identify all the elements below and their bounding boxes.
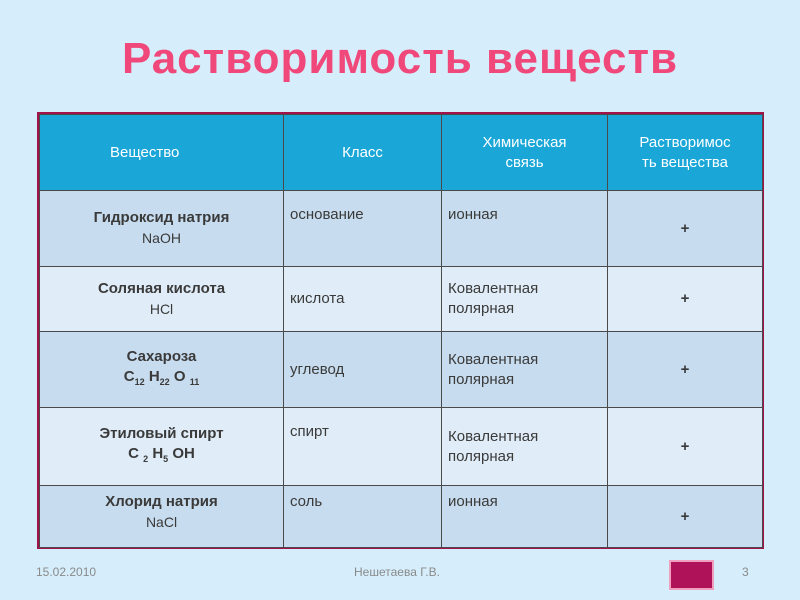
class-cell: спирт	[284, 408, 442, 486]
substance-formula: NaCl	[145, 514, 178, 530]
table-row	[40, 267, 763, 332]
bond-cell: Ковалентная полярная	[442, 408, 608, 486]
substance-formula: HCl	[149, 300, 174, 317]
substance-name: Соляная кислота	[97, 279, 226, 297]
substance-cell	[40, 191, 284, 267]
header-solubility: Растворимос ть вещества	[608, 115, 763, 191]
table-row	[40, 486, 763, 548]
page-number: 3	[742, 565, 749, 579]
header-bond: Химическая связь	[442, 115, 608, 191]
header-class: Класс	[284, 115, 442, 191]
table-row	[40, 408, 763, 486]
solubility-cell: +	[608, 267, 763, 332]
class-cell: основание	[284, 191, 442, 267]
solubility-cell: +	[608, 332, 763, 408]
bond-cell: Ковалентная полярная	[442, 332, 608, 408]
substance-name: Этиловый спирт	[99, 425, 224, 442]
substance-name: Гидроксид натрия	[93, 209, 230, 226]
slide-title: Растворимость веществ	[121, 34, 679, 83]
solubility-cell: +	[608, 191, 763, 267]
substance-name: Сахароза	[126, 348, 197, 365]
solubility-cell: +	[608, 486, 763, 548]
class-cell: углевод	[284, 332, 442, 408]
class-cell: соль	[284, 486, 442, 548]
substance-cell	[40, 267, 284, 332]
substance-formula: $C_{12}$ $H_{22}$ O $_{11}$	[123, 368, 200, 387]
bond-cell: Ковалентная полярная	[442, 267, 608, 332]
nav-button[interactable]	[669, 560, 714, 590]
substance-cell	[40, 486, 284, 548]
bond-cell: ионная	[442, 486, 608, 548]
footer-date: 15.02.2010	[36, 565, 97, 579]
table-header-row	[40, 115, 763, 191]
substance-name: Хлорид натрия	[105, 493, 218, 510]
substance-cell	[40, 408, 284, 486]
table-row	[40, 191, 763, 267]
header-substance: Вещество	[40, 115, 284, 191]
substance-formula: NaOH	[142, 230, 181, 246]
substance-cell	[40, 332, 284, 408]
substance-formula: C $_2$ $H_5$ OH	[128, 445, 195, 464]
bond-cell: ионная	[442, 191, 608, 267]
solubility-table	[39, 114, 763, 548]
footer-author: Нешетаева Г.В.	[354, 565, 440, 579]
class-cell: кислота	[284, 267, 442, 332]
solubility-table-frame	[37, 112, 764, 549]
table-row	[40, 332, 763, 408]
solubility-cell: +	[608, 408, 763, 486]
